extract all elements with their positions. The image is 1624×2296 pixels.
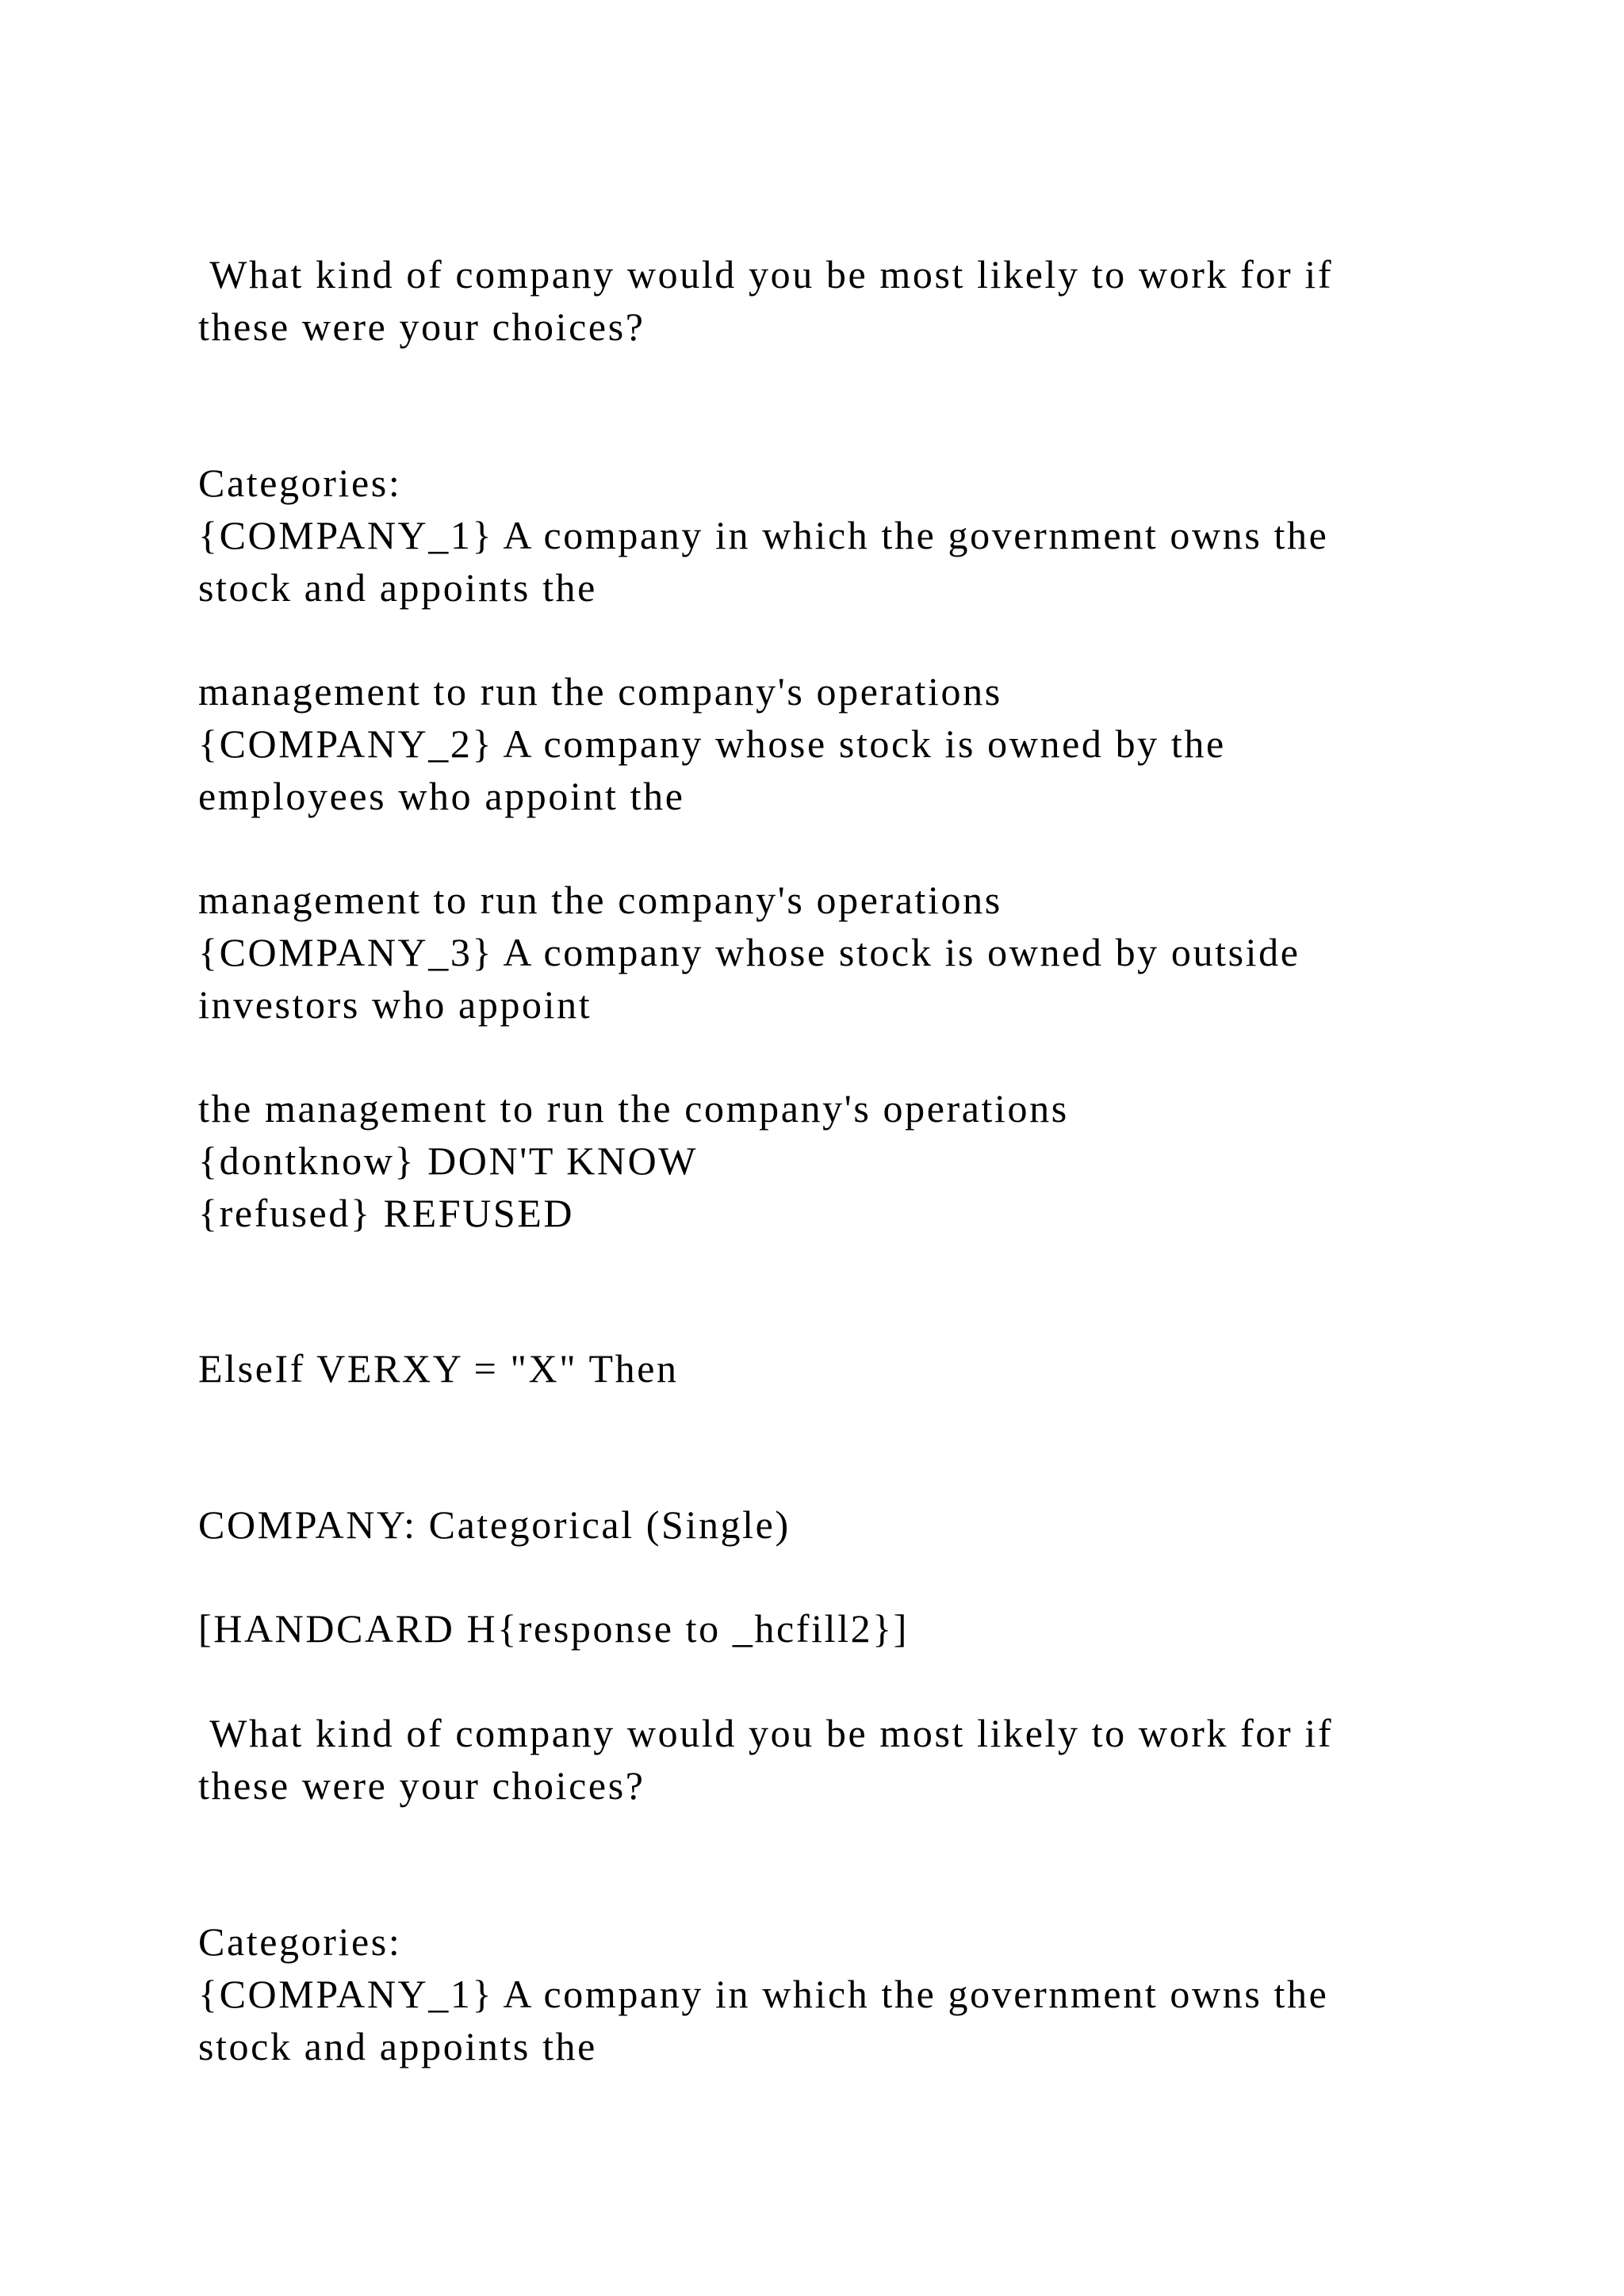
category-company-1-line-1: {COMPANY_1} A company in which the government owns the (198, 513, 1329, 557)
question-text-repeat-line-1: What kind of company would you be most likely to work for if (198, 1711, 1334, 1755)
category-company-1-line-2: stock and appoints the (198, 565, 597, 610)
category-company-1-repeat-line-2: stock and appoints the (198, 2024, 597, 2068)
question-text-line-2: these were your choices? (198, 304, 645, 349)
company-variable-type: COMPANY: Categorical (Single) (198, 1502, 791, 1547)
category-refused: {refused} REFUSED (198, 1191, 575, 1235)
question-text-line-1: What kind of company would you be most likely to work for if (198, 252, 1334, 297)
category-company-1-line-3: management to run the company's operations (198, 669, 1002, 714)
categories-heading: Categories: (198, 461, 402, 505)
question-text-repeat-line-2: these were your choices? (198, 1763, 645, 1808)
category-company-1-repeat-line-1: {COMPANY_1} A company in which the government owns the (198, 1972, 1329, 2016)
handcard-instruction: [HANDCARD H{response to _hcfill2}] (198, 1606, 910, 1651)
category-company-2-line-3: management to run the company's operations (198, 878, 1002, 922)
category-company-3-line-1: {COMPANY_3} A company whose stock is owned by outside (198, 930, 1300, 974)
categories-heading-repeat: Categories: (198, 1919, 402, 1964)
category-company-2-line-1: {COMPANY_2} A company whose stock is owned by the (198, 721, 1226, 766)
category-dontknow: {dontknow} DON'T KNOW (198, 1138, 699, 1183)
category-company-3-line-3: the management to run the company's operations (198, 1086, 1069, 1131)
elseif-statement: ElseIf VERXY = "X" Then (198, 1346, 679, 1391)
category-company-2-line-2: employees who appoint the (198, 774, 685, 818)
category-company-3-line-2: investors who appoint (198, 982, 592, 1027)
